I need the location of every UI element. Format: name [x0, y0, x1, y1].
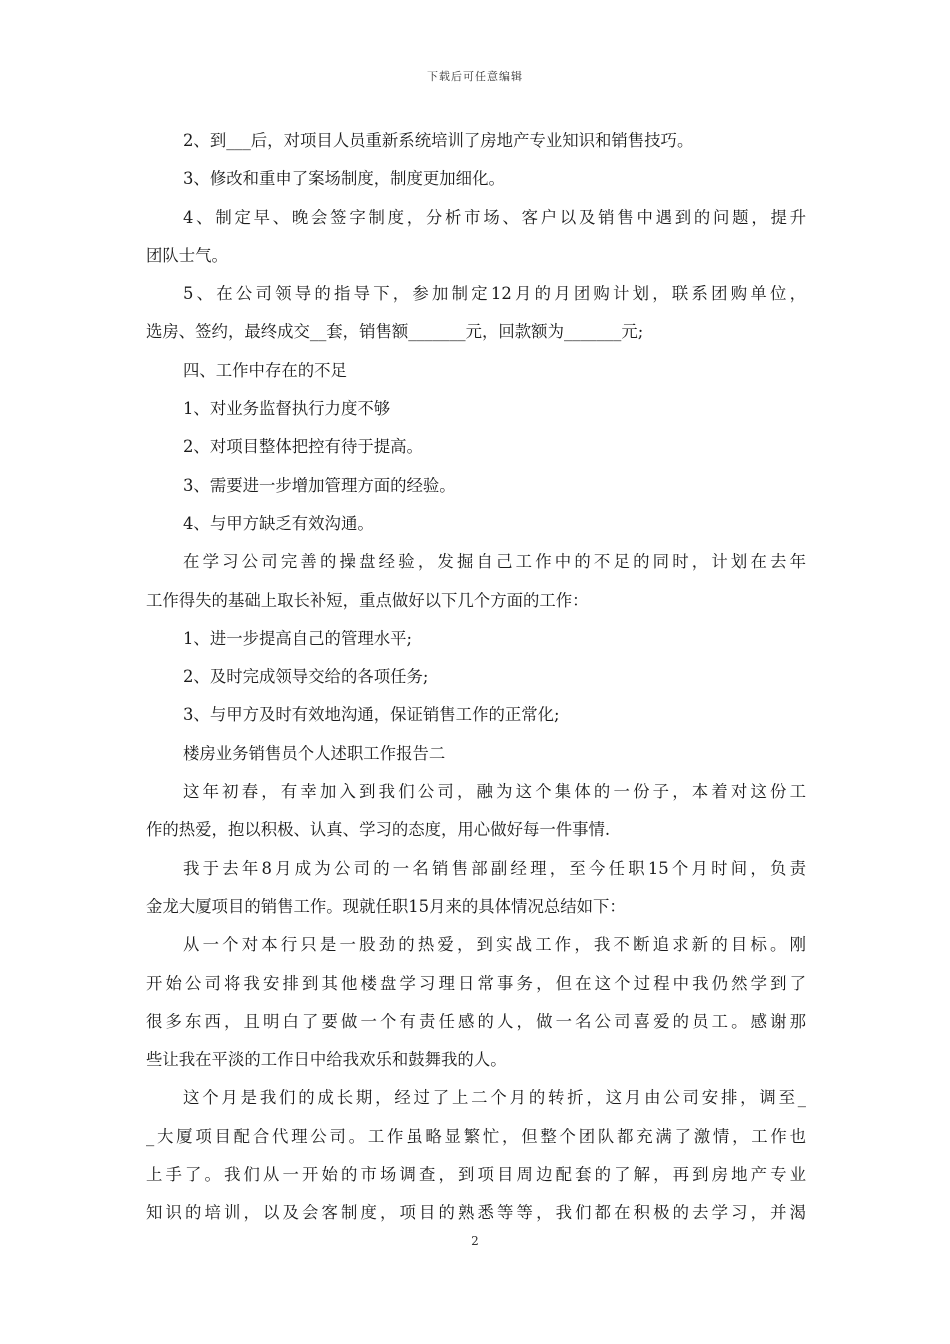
text-line: 在学习公司完善的操盘经验，发掘自己工作中的不足的同时，计划在去年	[183, 552, 806, 572]
text-line: 这个月是我们的成长期，经过了上二个月的转折，这月由公司安排，调至_	[183, 1088, 806, 1108]
text-line: 1、进一步提高自己的管理水平;	[183, 628, 413, 648]
text-line: 团队士气。	[146, 245, 228, 265]
text-line: 选房、签约，最终成交__套，销售额_______元，回款额为_______元;	[146, 322, 644, 342]
text-line: 作的热爱，抱以积极、认真、学习的态度，用心做好每一件事情.	[146, 820, 611, 840]
text-line: 开始公司将我安排到其他楼盘学习理日常事务，但在这个过程中我仍然学到了	[146, 973, 806, 993]
text-line: 些让我在平淡的工作日中给我欢乐和鼓舞我的人。	[146, 1050, 507, 1070]
text-line: 3、修改和重申了案场制度，制度更加细化。	[183, 169, 505, 189]
text-line: 四、工作中存在的不足	[183, 360, 347, 380]
text-line: 上手了。我们从一开始的市场调查，到项目周边配套的了解，再到房地产专业	[146, 1165, 806, 1185]
text-line: 很多东西，且明白了要做一个有责任感的人，做一名公司喜爱的员工。感谢那	[146, 1011, 806, 1031]
page-number: 2	[471, 1234, 479, 1248]
text-line: 5、在公司领导的指导下，参加制定12月的月团购计划，联系团购单位，	[183, 284, 806, 304]
document-body	[146, 122, 806, 1233]
text-line: 楼房业务销售员个人述职工作报告二	[183, 743, 446, 763]
text-line: 2、对项目整体把控有待于提高。	[183, 437, 423, 457]
text-line: 工作得失的基础上取长补短，重点做好以下几个方面的工作：	[146, 590, 589, 610]
text-line: 4、与甲方缺乏有效沟通。	[183, 513, 374, 533]
text-line: 2、到___后，对项目人员重新系统培训了房地产专业知识和销售技巧。	[183, 131, 694, 150]
text-line: _大厦项目配合代理公司。工作虽略显繁忙，但整个团队都充满了激情，工作也	[146, 1126, 806, 1146]
text-line: 我于去年8月成为公司的一名销售部副经理，至今任职15个月时间，负责	[183, 858, 806, 878]
text-line: 金龙大厦项目的销售工作。现就任职15月来的具体情况总结如下：	[146, 896, 626, 916]
text-line: 知识的培训，以及会客制度，项目的熟悉等等，我们都在积极的去学习，并渴	[146, 1203, 806, 1223]
text-line: 从一个对本行只是一股劲的热爱，到实战工作，我不断追求新的目标。刚	[183, 935, 806, 955]
text-line: 2、及时完成领导交给的各项任务;	[183, 667, 429, 687]
text-line: 1、对业务监督执行力度不够	[183, 399, 391, 419]
text-line: 这年初春，有幸加入到我们公司，融为这个集体的一份子，本着对这份工	[183, 782, 806, 802]
text-line: 4、制定早、晚会签字制度，分析市场、客户以及销售中遇到的问题，提升	[183, 207, 806, 227]
text-line: 3、与甲方及时有效地沟通，保证销售工作的正常化;	[183, 705, 560, 725]
text-line: 3、需要进一步增加管理方面的经验。	[183, 475, 456, 495]
page-header: 下载后可任意编辑	[427, 70, 523, 83]
